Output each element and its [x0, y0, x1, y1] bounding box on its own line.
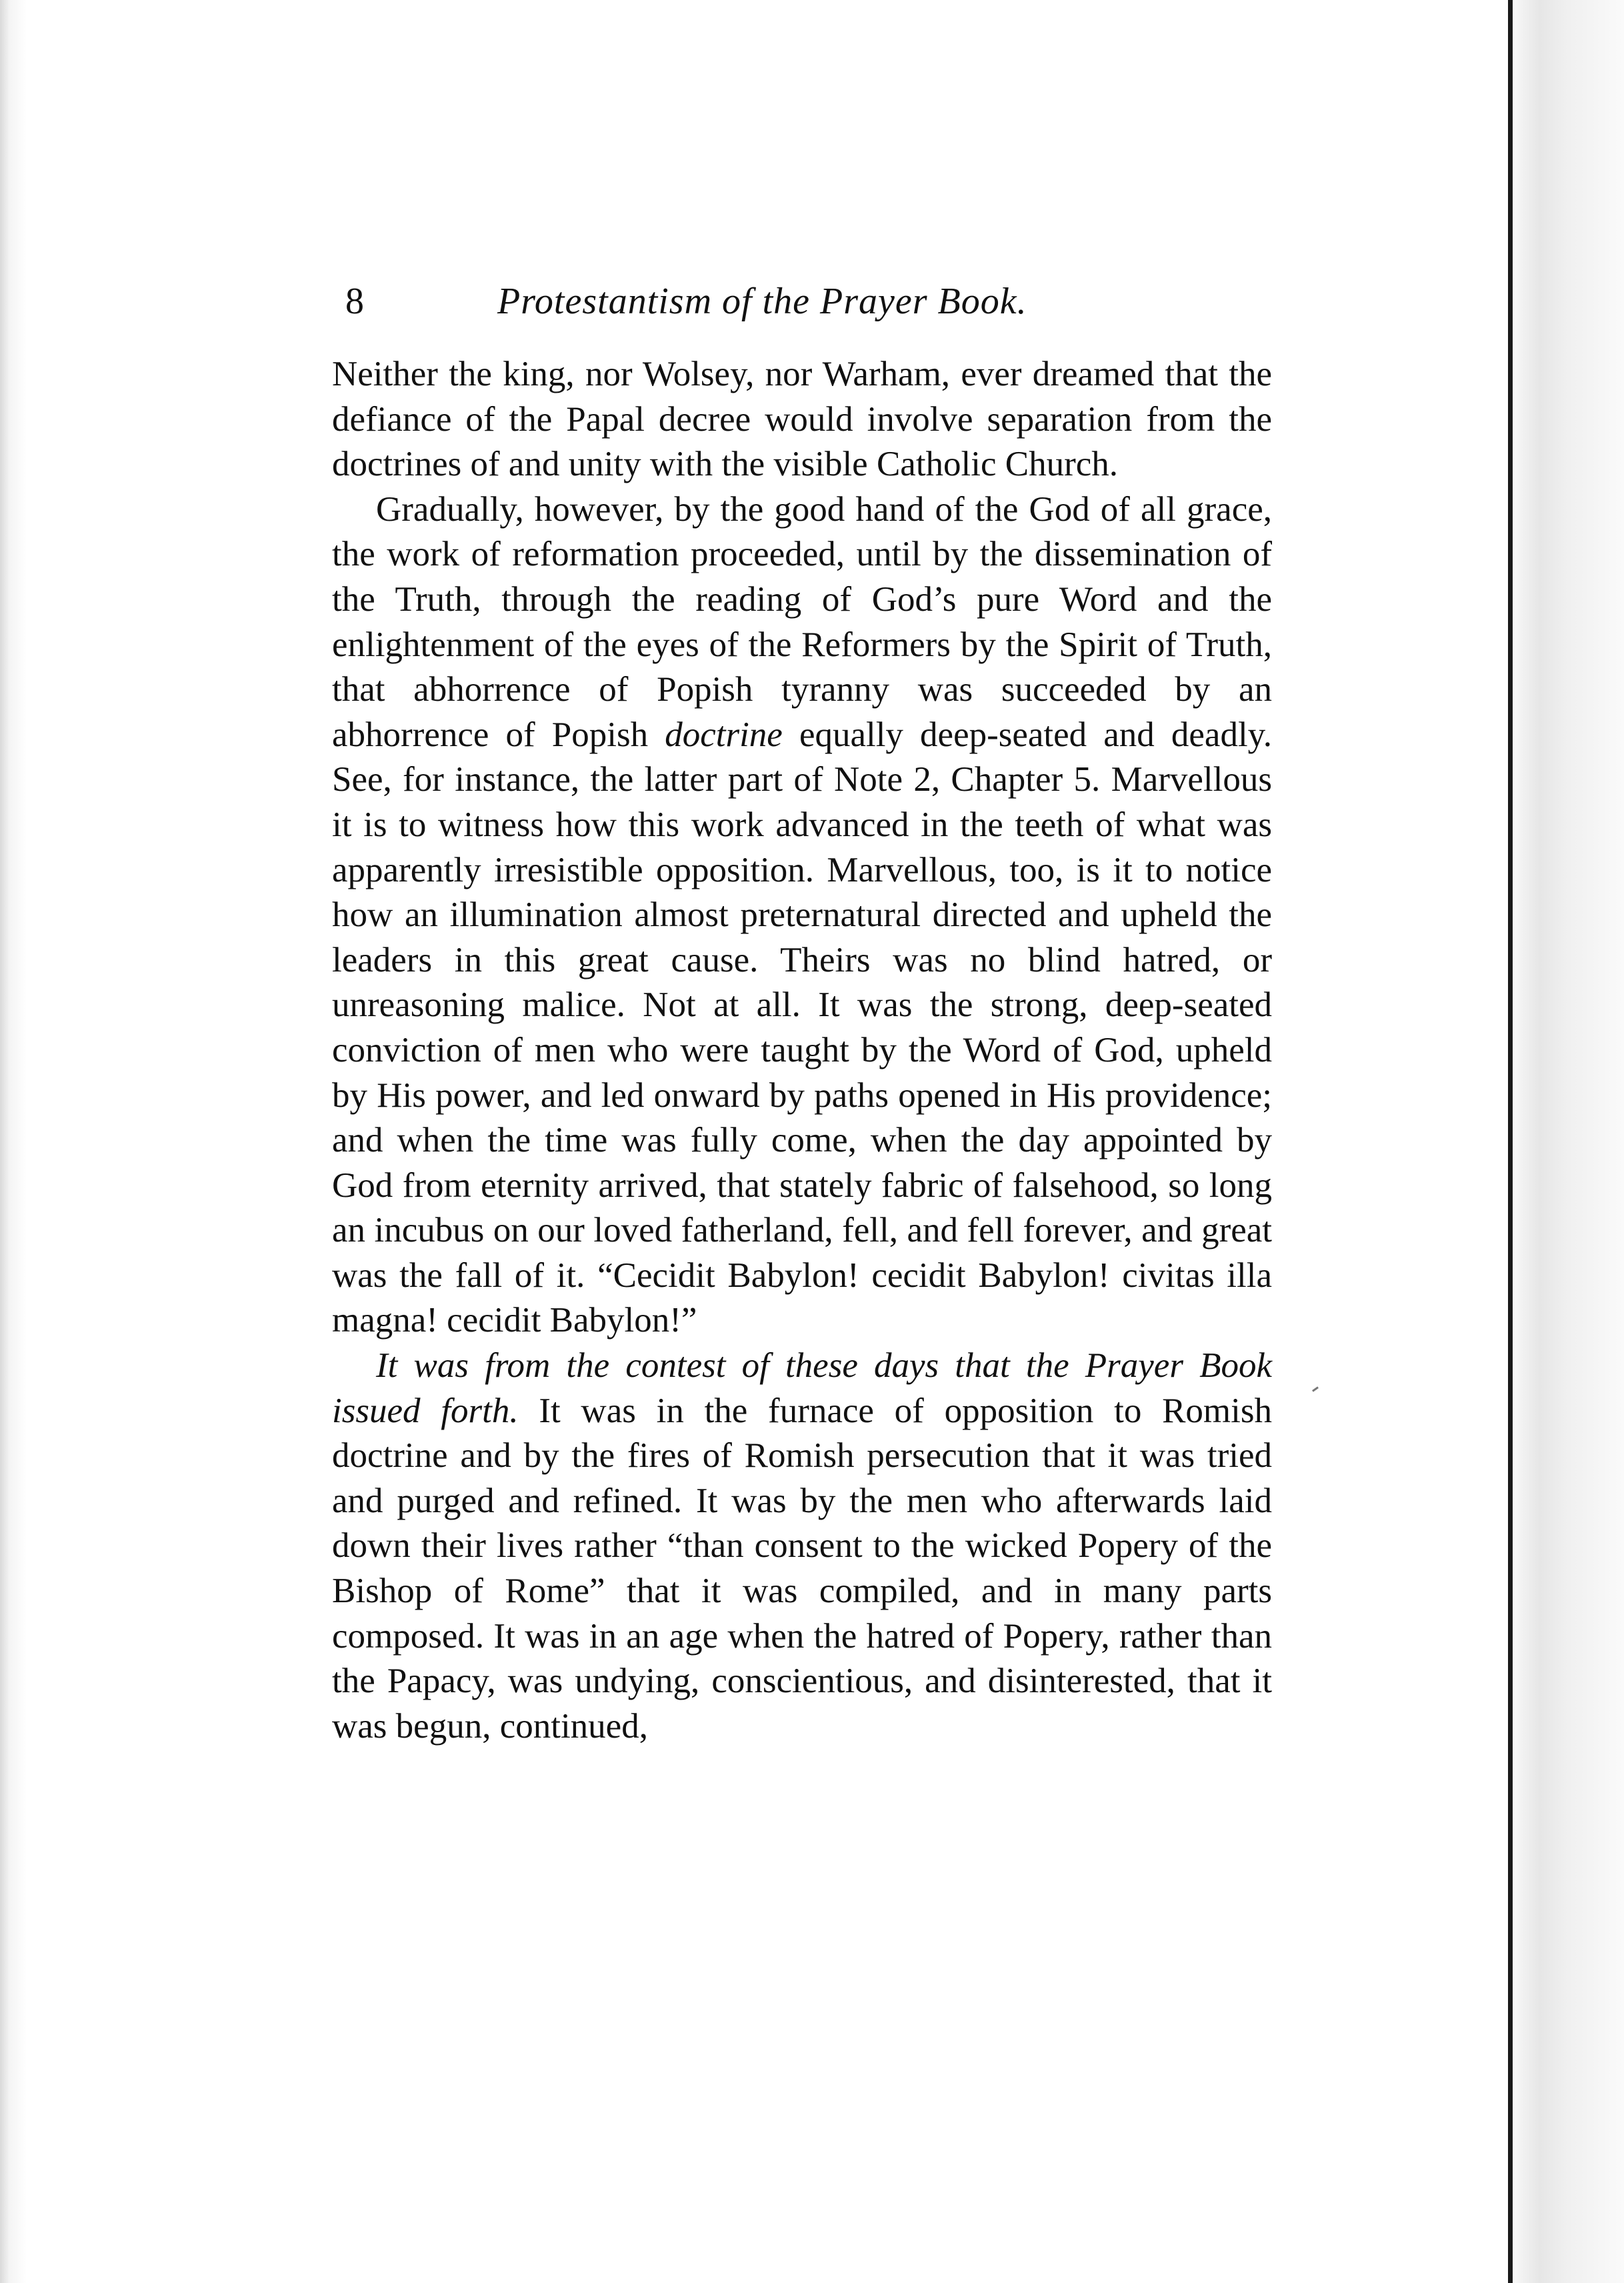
book-page	[332, 273, 1272, 1749]
scan-left-edge	[0, 0, 47, 2283]
page-number: 8	[345, 281, 364, 322]
body-text	[332, 352, 1272, 1749]
paragraph-3-text: It was in the furnace of opposition to Romish doctrine and by the fires of Romish persecution that it was tried and purged and refined. It was by the men who afterwards laid down their lives rather “than consent to the wicked Popery of the Bishop of Rome” that it was compiled, and in many parts composed. It was in an age when the hatred of Popery, rather than the Papacy, was undying, conscientious, and disinterested, that it was begun, continued,	[332, 1391, 1273, 1746]
scan-gutter-line	[1508, 0, 1513, 2283]
paragraph-2-text-b: equally deep-seated and deadly. See, for instance, the latter part of Note 2, Chapter 5. Marvellous it is to witness how this work advanced in the teeth of what was apparently irresistible opposition. Marvellous, too, is it to notice how an illumination almost preternatural directed and upheld the leaders in this great cause. Theirs was no blind hatred, or unreasoning malice. Not at all. It was the strong, deep-seated conviction of men who were taught by the Word of God, upheld by His power, and led onward by paths opened in His providence; and when the time was fully come, when the day appointed by God from eternity arrived, that stately fabric of falsehood, so long an incubus on our loved fatherland, fell, and fell forever, and great was the fall of it. “Cecidit Babylon! cecidit Babylon! civitas illa magna! cecidit Babylon!”	[332, 715, 1272, 1340]
paragraph-3-italic: It was from the contest of these days that the Prayer Book issued forth.	[332, 1346, 1272, 1430]
scan-right-shadow	[1508, 0, 1624, 2283]
paragraph-2-italic: doctrine	[665, 715, 783, 754]
stray-pen-mark	[1312, 1386, 1319, 1392]
running-title: Protestantism of the Prayer Book.	[497, 281, 1027, 322]
running-head	[332, 273, 1272, 329]
paragraph-2	[332, 487, 1272, 1344]
paragraph-1: Neither the king, nor Wolsey, nor Warham, ever dreamed that the defiance of the Papal decree would involve separation from the doctrines of and unity with the visible Catholic Church.	[332, 355, 1272, 484]
paragraph-3	[332, 1344, 1272, 1749]
paragraph-2-text-a: Gradually, however, by the good hand of the God of all grace, the work of reformation proceeded, until by the dissemination of the Truth, through the reading of God’s pure Word and the enlightenment of the eyes of the Reformers by the Spirit of Truth, that abhorrence of Popish tyranny was succeeded by an abhorrence of Popish	[332, 489, 1272, 754]
